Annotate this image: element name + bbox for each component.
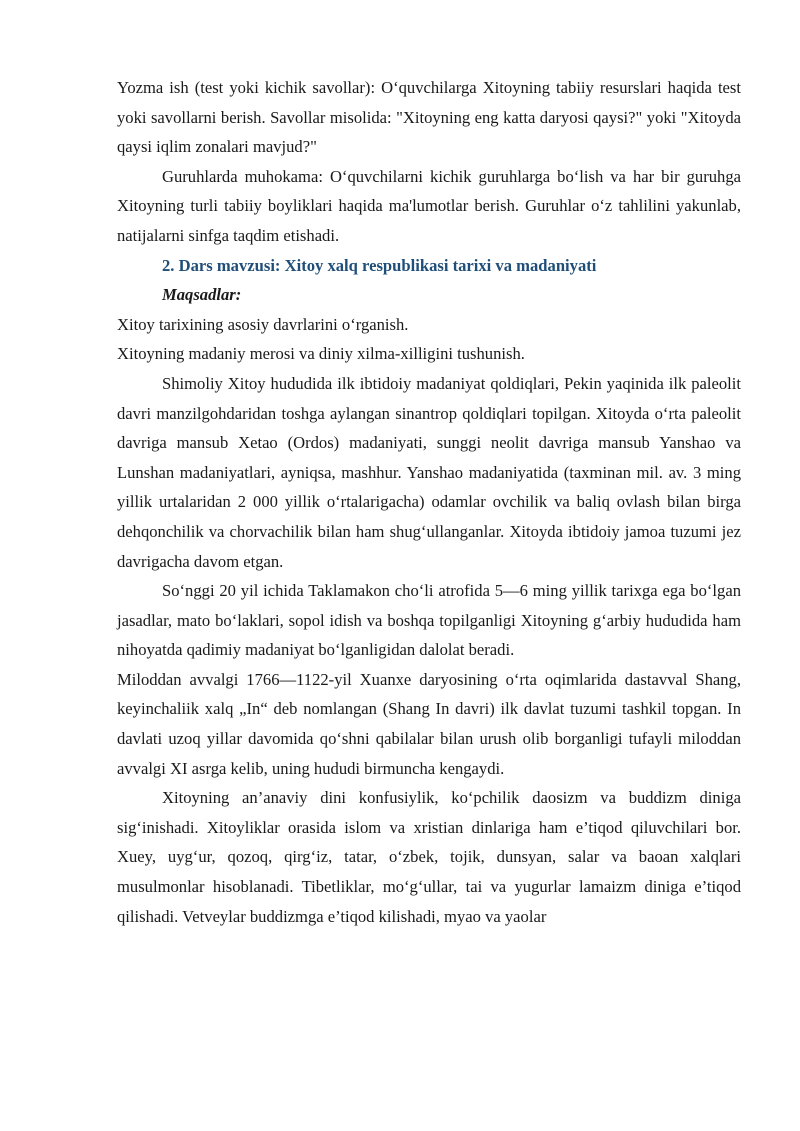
paragraph-taklamakan: So‘nggi 20 yil ichida Taklamakon cho‘li atrofida 5—6 ming yillik tarixga ega bo‘lgan jasadlar, mato bo‘laklari, sopol idish va boshqa topilganligi Xitoyning g‘arbiy hududida ham nihoyatda qadimiy madaniyat bo‘lganligidan dalolat beradi.: [117, 581, 741, 660]
goal-item: Xitoy tarixining asosiy davrlarini o‘rganish.: [117, 314, 409, 334]
paragraph-written-work: Yozma ish (test yoki kichik savollar): O‘quvchilarga Xitoyning tabiiy resurslari haqida test yoki savollarni berish. Savollar misolida: "Xitoyning eng katta daryosi qaysi?" yoki "Xitoyda qaysi iqlim zonalari mavjud?": [117, 78, 741, 157]
paragraph-early-culture: Shimoliy Xitoy hududida ilk ibtidoiy madaniyat qoldiqlari, Pekin yaqinida ilk paleolit davri manzilgohdaridan toshga aylangan sinantrop qoldiqlari topilgan. Xitoyda o‘rta paleolit davriga mansub Xetao (Ordos) madaniyati, sunggi neolit davriga mansub Yanshao va Lunshan madaniyatlari, ayniqsa, mashhur. Yanshao madaniyatida (taxminan mil. av. 3 ming yillik urtalaridan 2 000 yillik o‘rtalarigacha) odamlar ovchilik va baliq ovlash bilan birga dehqonchilik va chorvachilik bilan ham shug‘ullanganlar. Xitoyda ibtidoiy jamoa tuzumi jez davrigacha davom etgan.: [117, 373, 741, 571]
paragraph-religion: Xitoyning an’anaviy dini konfusiylik, ko‘pchilik daosizm va buddizm diniga sig‘inishadi. Xitoyliklar orasida islom va xristian dinlariga ham e’tiqod qiluvchilari bor. Xuey, uyg‘ur, qozoq, qirg‘iz, tatar, o‘zbek, tojik, dunsyan, salar va baoan xalqlari musulmonlar hisoblanadi. Tibetliklar, mo‘g‘ullar, tai va yugurlar lamaizm diniga e’tiqod qilishadi. Vetveylar buddizmga e’tiqod kilishadi, myao va yaolar: [117, 788, 741, 926]
document-body: [117, 73, 741, 931]
paragraph-shang-dynasty: Miloddan avvalgi 1766—1122-yil Xuanxe daryosining o‘rta oqimlarida dastavval Shang, keyinchaliik xalq „In“ deb nomlangan (Shang In davri) ilk davlat tuzumi tashkil topgan. In davlati uzoq yillar davomida qo‘shni qabilalar bilan urush olib borganligi tufayli miloddan avvalgi XI asrga kelib, uning hududi birmuncha kengaydi.: [117, 669, 741, 778]
goals-subheading: Maqsadlar:: [162, 285, 242, 305]
lesson-heading: 2. Dars mavzusi: Xitoy xalq respublikasi tarixi va madaniyati: [162, 255, 597, 275]
goal-item: Xitoyning madaniy merosi va diniy xilma-xilligini tushunish.: [117, 344, 525, 364]
paragraph-group-discussion: Guruhlarda muhokama: O‘quvchilarni kichik guruhlarga bo‘lish va har bir guruhga Xitoyning turli tabiiy boyliklari haqida ma'lumotlar berish. Guruhlar o‘z tahlilini yakunlab, natijalarni sinfga taqdim etishadi.: [117, 166, 741, 245]
